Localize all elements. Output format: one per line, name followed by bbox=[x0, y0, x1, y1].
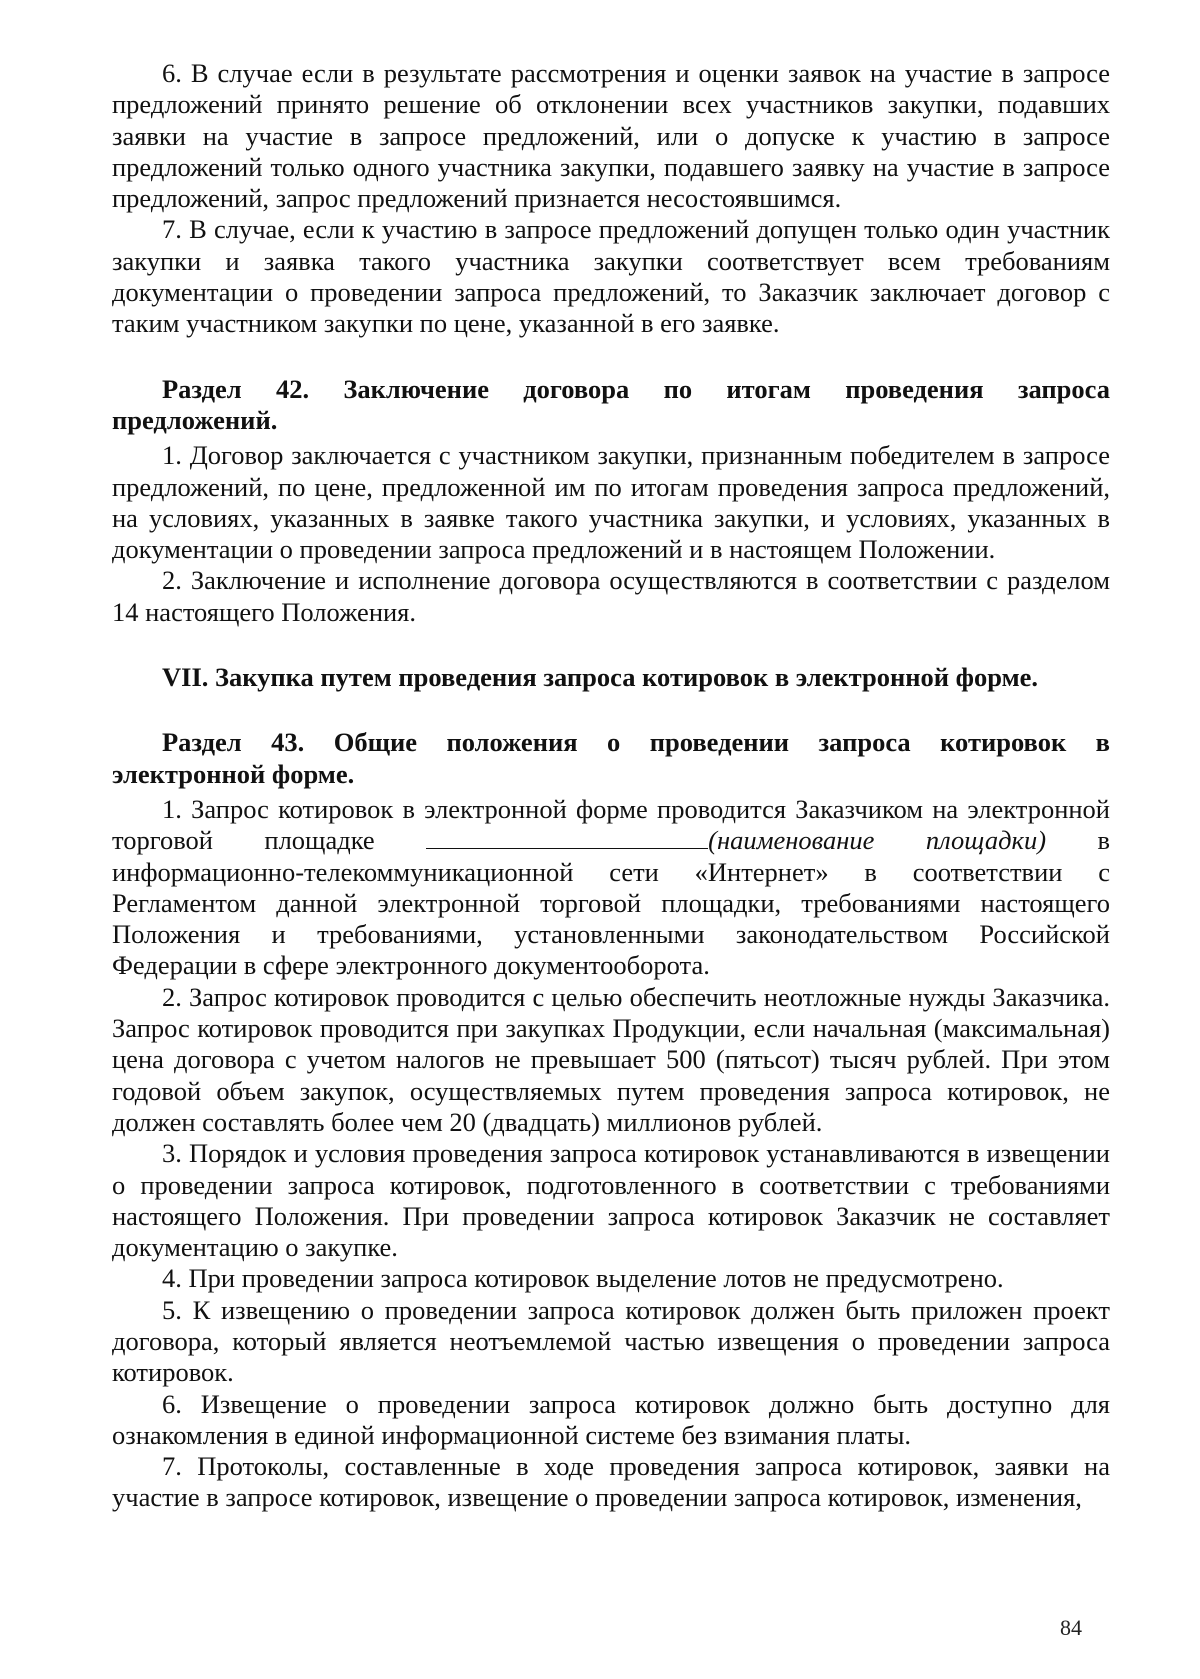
paragraph-7: 7. В случае, если к участию в запросе предложений допущен только один участник закупки и заявка такого участника закупки соответствует всем требованиям документации о проведении запроса предложений, то Заказчик заключает договор с таким участником закупки по цене, указанной в его заявке. bbox=[112, 214, 1110, 339]
section-43-heading: Раздел 43. Общие положения о проведении запроса котировок в bbox=[162, 727, 1110, 758]
section-43-paragraph-2: 2. Запрос котировок проводится с целью обеспечить неотложные нужды Заказчика. Запрос котировок проводится при закупках Продукции, если начальная (максимальная) цена договора с учетом налогов не превышает 500 (пятьсот) тысяч рублей. При этом годовой объем закупок, осуществляемых путем проведения запроса котировок, не должен составлять более чем 20 (двадцать) миллионов рублей. bbox=[112, 981, 1110, 1137]
section-43-paragraph-3: 3. Порядок и условия проведения запроса котировок устанавливаются в извещении о проведении запроса котировок, подготовленного в соответствии с требованиями настоящего Положения. При проведении запроса котировок Заказчик не составляет документацию о закупке. bbox=[112, 1138, 1110, 1263]
section-42-paragraph-2: 2. Заключение и исполнение договора осуществляются в соответствии с разделом 14 настоящего Положения. bbox=[112, 565, 1110, 627]
section-43-paragraph-6: 6. Извещение о проведении запроса котировок должно быть доступно для ознакомления в единой информационной системе без взимания платы. bbox=[112, 1388, 1110, 1450]
section-43-paragraph-5: 5. К извещению о проведении запроса котировок должен быть приложен проект договора, который является неотъемлемой частью извещения о проведении запроса котировок. bbox=[112, 1294, 1110, 1388]
section-43-paragraph-4: 4. При проведении запроса котировок выделение лотов не предусмотрено. bbox=[162, 1263, 1004, 1294]
paragraph-1-start: 1. Запрос котировок в электронной форме проводится Заказчиком на электронной торговой площадке bbox=[112, 793, 1110, 856]
paragraph-1-end: в информационно-телекоммуникационной сети «Интернет» в соответствии с Регламентом данной электронной торговой площадки, требованиями настоящего Положения и требованиями, установленными законодательством Российской Федерации в сфере электронного документооборота. bbox=[112, 825, 1110, 981]
placeholder-hint: (наименование площадки) bbox=[708, 825, 1047, 856]
page-number: 84 bbox=[1060, 1615, 1082, 1640]
chapter-7-heading: VII. Закупка путем проведения запроса котировок в электронной форме. bbox=[162, 662, 1039, 693]
blank-line bbox=[426, 826, 708, 849]
section-42-heading: Раздел 42. Заключение договора по итогам проведения запроса bbox=[162, 373, 1110, 404]
section-43-paragraph-7: 7. Протоколы, составленные в ходе проведения запроса котировок, заявки на участие в запросе котировок, извещение о проведении запроса котировок, изменения, bbox=[112, 1451, 1110, 1513]
section-42-paragraph-1: 1. Договор заключается с участником закупки, признанным победителем в запросе предложений, по цене, предложенной им по итогам проведения запроса предложений, на условиях, указанных в заявке такого участника закупки, и условиях, указанных в документации о проведении запроса предложений и в настоящем Положении. bbox=[112, 440, 1110, 565]
section-42-heading-cont: предложений. bbox=[112, 404, 278, 435]
section-43-heading-cont: электронной форме. bbox=[112, 758, 355, 789]
paragraph-6: 6. В случае если в результате рассмотрения и оценки заявок на участие в запросе предложений принято решение об отклонении всех участников закупки, подавших заявки на участие в запросе предложений, или о допуске к участию в запросе предложений только одного участника закупки, подавшего заявку на участие в запросе предложений, запрос предложений признается несостоявшимся. bbox=[112, 58, 1110, 214]
section-43-paragraph-1 bbox=[112, 794, 1110, 982]
document-page bbox=[112, 58, 1110, 1514]
